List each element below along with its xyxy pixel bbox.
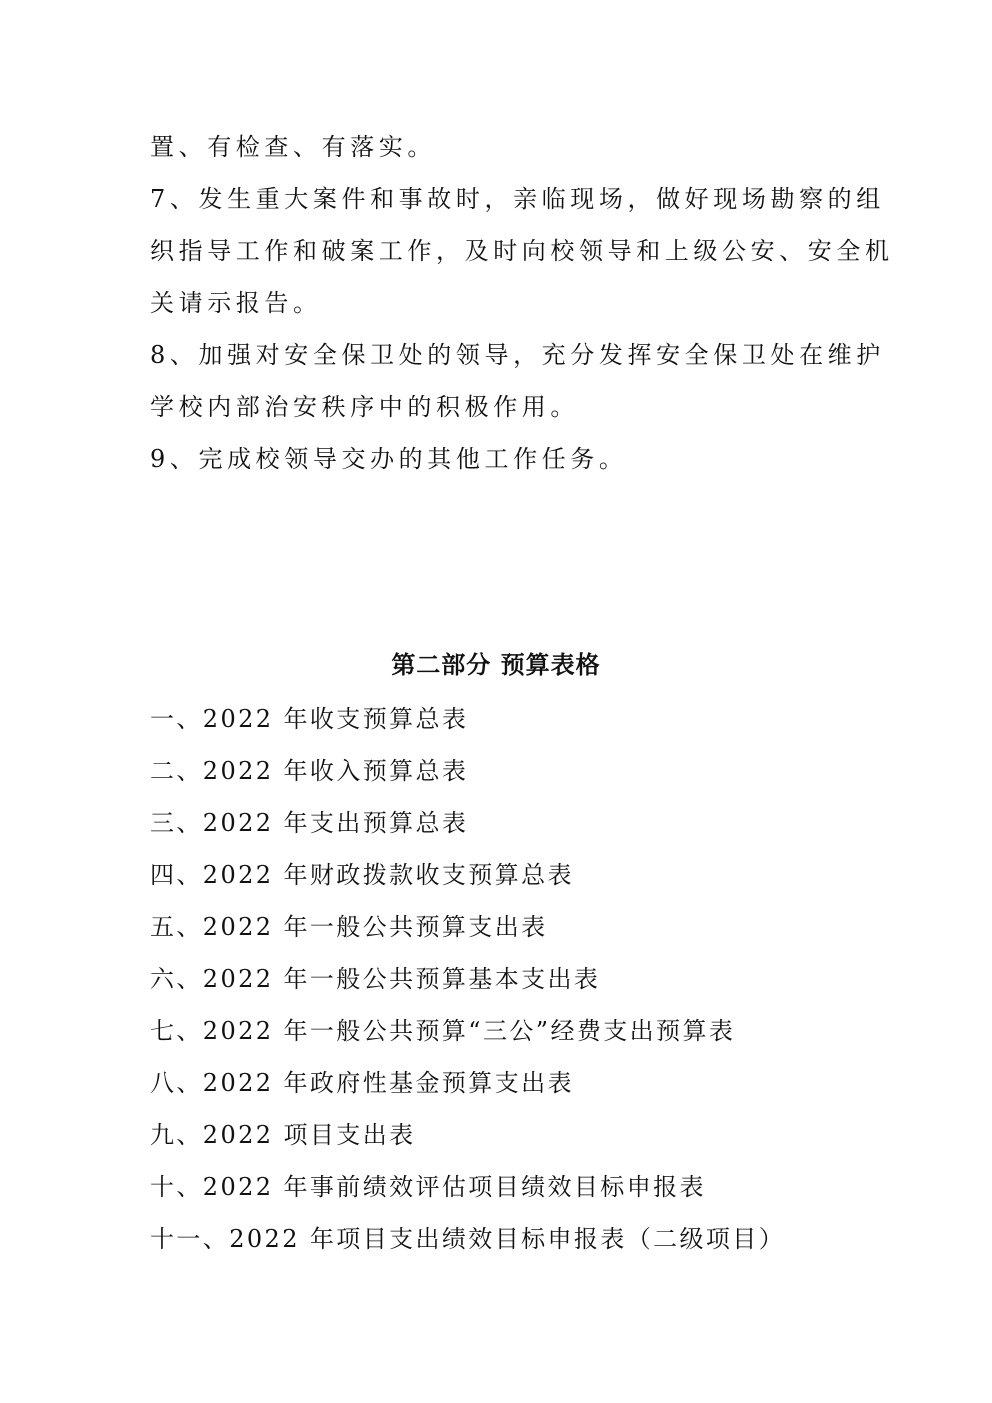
body-line: 置、有检查、有落实。 [150,133,436,161]
toc-item: 七、2022 年一般公共预算“三公”经费支出预算表 [150,1017,736,1045]
toc-item: 四、2022 年财政拨款收支预算总表 [150,861,574,889]
toc-item: 十一、2022 年项目支出绩效目标申报表（二级项目） [150,1225,786,1253]
body-line: 7、发生重大案件和事故时，亲临现场，做好现场勘察的组 [150,185,885,213]
toc-item: 二、2022 年收入预算总表 [150,757,469,785]
body-line: 8、加强对安全保卫处的领导，充分发挥安全保卫处在维护 [150,341,885,369]
section-heading: 第二部分 预算表格 [391,651,601,679]
toc-item: 十、2022 年事前绩效评估项目绩效目标申报表 [150,1173,706,1201]
toc-item: 一、2022 年收支预算总表 [150,705,469,733]
toc-item: 五、2022 年一般公共预算支出表 [150,913,548,941]
body-line: 织指导工作和破案工作，及时向校领导和上级公安、安全机 [150,237,894,265]
toc-item: 三、2022 年支出预算总表 [150,809,469,837]
toc-item: 八、2022 年政府性基金预算支出表 [150,1069,574,1097]
body-line: 关请示报告。 [150,289,322,317]
toc-item: 六、2022 年一般公共预算基本支出表 [150,965,601,993]
body-line: 9、完成校领导交办的其他工作任务。 [150,445,628,473]
body-line: 学校内部治安秩序中的积极作用。 [150,393,579,421]
toc-item: 九、2022 项目支出表 [150,1121,416,1149]
